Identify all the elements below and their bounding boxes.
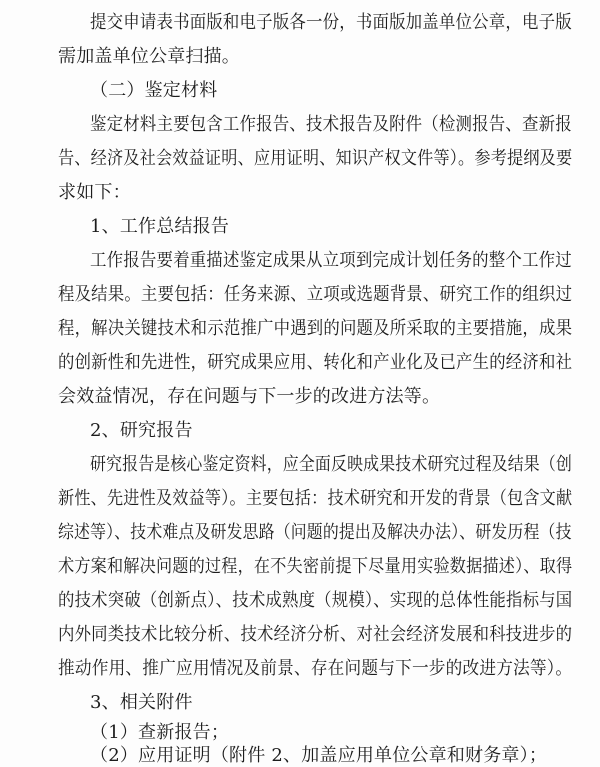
list-item: （2）应用证明（附件 2、加盖应用单位公章和财务章）；	[90, 745, 548, 766]
paragraph-line: 需加盖单位公章扫描。	[58, 46, 240, 67]
section-heading: （二）鉴定材料	[90, 80, 218, 101]
paragraph-line: 告、经济及社会效益证明、应用证明、知识产权文件等）。参考提纲及要	[58, 148, 573, 169]
paragraph-line: 程及结果。主要包括：任务来源、立项或选题背景、研究工作的组织过	[58, 284, 573, 305]
subsection-heading: 2、研究报告	[90, 420, 193, 441]
paragraph-line: 综述等）、技术难点及研发思路（问题的提出及解决办法）、研发历程（技	[58, 522, 572, 543]
list-item: （1）查新报告；	[90, 722, 230, 743]
paragraph-line: 程，解决关键技术和示范推广中遇到的问题及所采取的主要措施，成果	[58, 318, 573, 339]
paragraph-line: 鉴定材料主要包含工作报告、技术报告及附件（检测报告、查新报	[90, 114, 572, 135]
paragraph-line: 工作报告要着重描述鉴定成果从立项到完成计划任务的整个工作过	[90, 250, 572, 271]
paragraph-line: 新性、先进性及效益等）。主要包括：技术研究和开发的背景（包含文献	[58, 488, 573, 509]
paragraph-line: 内外同类技术比较分析、技术经济分析、对社会经济发展和科技进步的	[58, 624, 573, 645]
paragraph-line: 会效益情况，存在问题与下一步的改进方法等。	[58, 386, 441, 407]
paragraph-line: 研究报告是核心鉴定资料，应全面反映成果技术研究过程及结果（创	[90, 454, 573, 475]
subsection-heading: 3、相关附件	[90, 692, 193, 713]
paragraph-line: 求如下：	[58, 182, 131, 203]
paragraph-line: 推动作用、推广应用情况及前景、存在问题与下一步的改进方法等）。	[58, 658, 573, 679]
paragraph-line: 的技术突破（创新点）、技术成熟度（规模）、实现的总体性能指标与国	[58, 590, 573, 611]
paragraph-line: 术方案和解决问题的过程，在不失密前提下尽量用实验数据描述）、取得	[58, 556, 573, 577]
paragraph-line: 提交申请表书面版和电子版各一份，书面版加盖单位公章，电子版	[90, 12, 572, 33]
subsection-heading: 1、工作总结报告	[90, 216, 230, 237]
paragraph-line: 的创新性和先进性，研究成果应用、转化和产业化及已产生的经济和社	[58, 352, 573, 373]
